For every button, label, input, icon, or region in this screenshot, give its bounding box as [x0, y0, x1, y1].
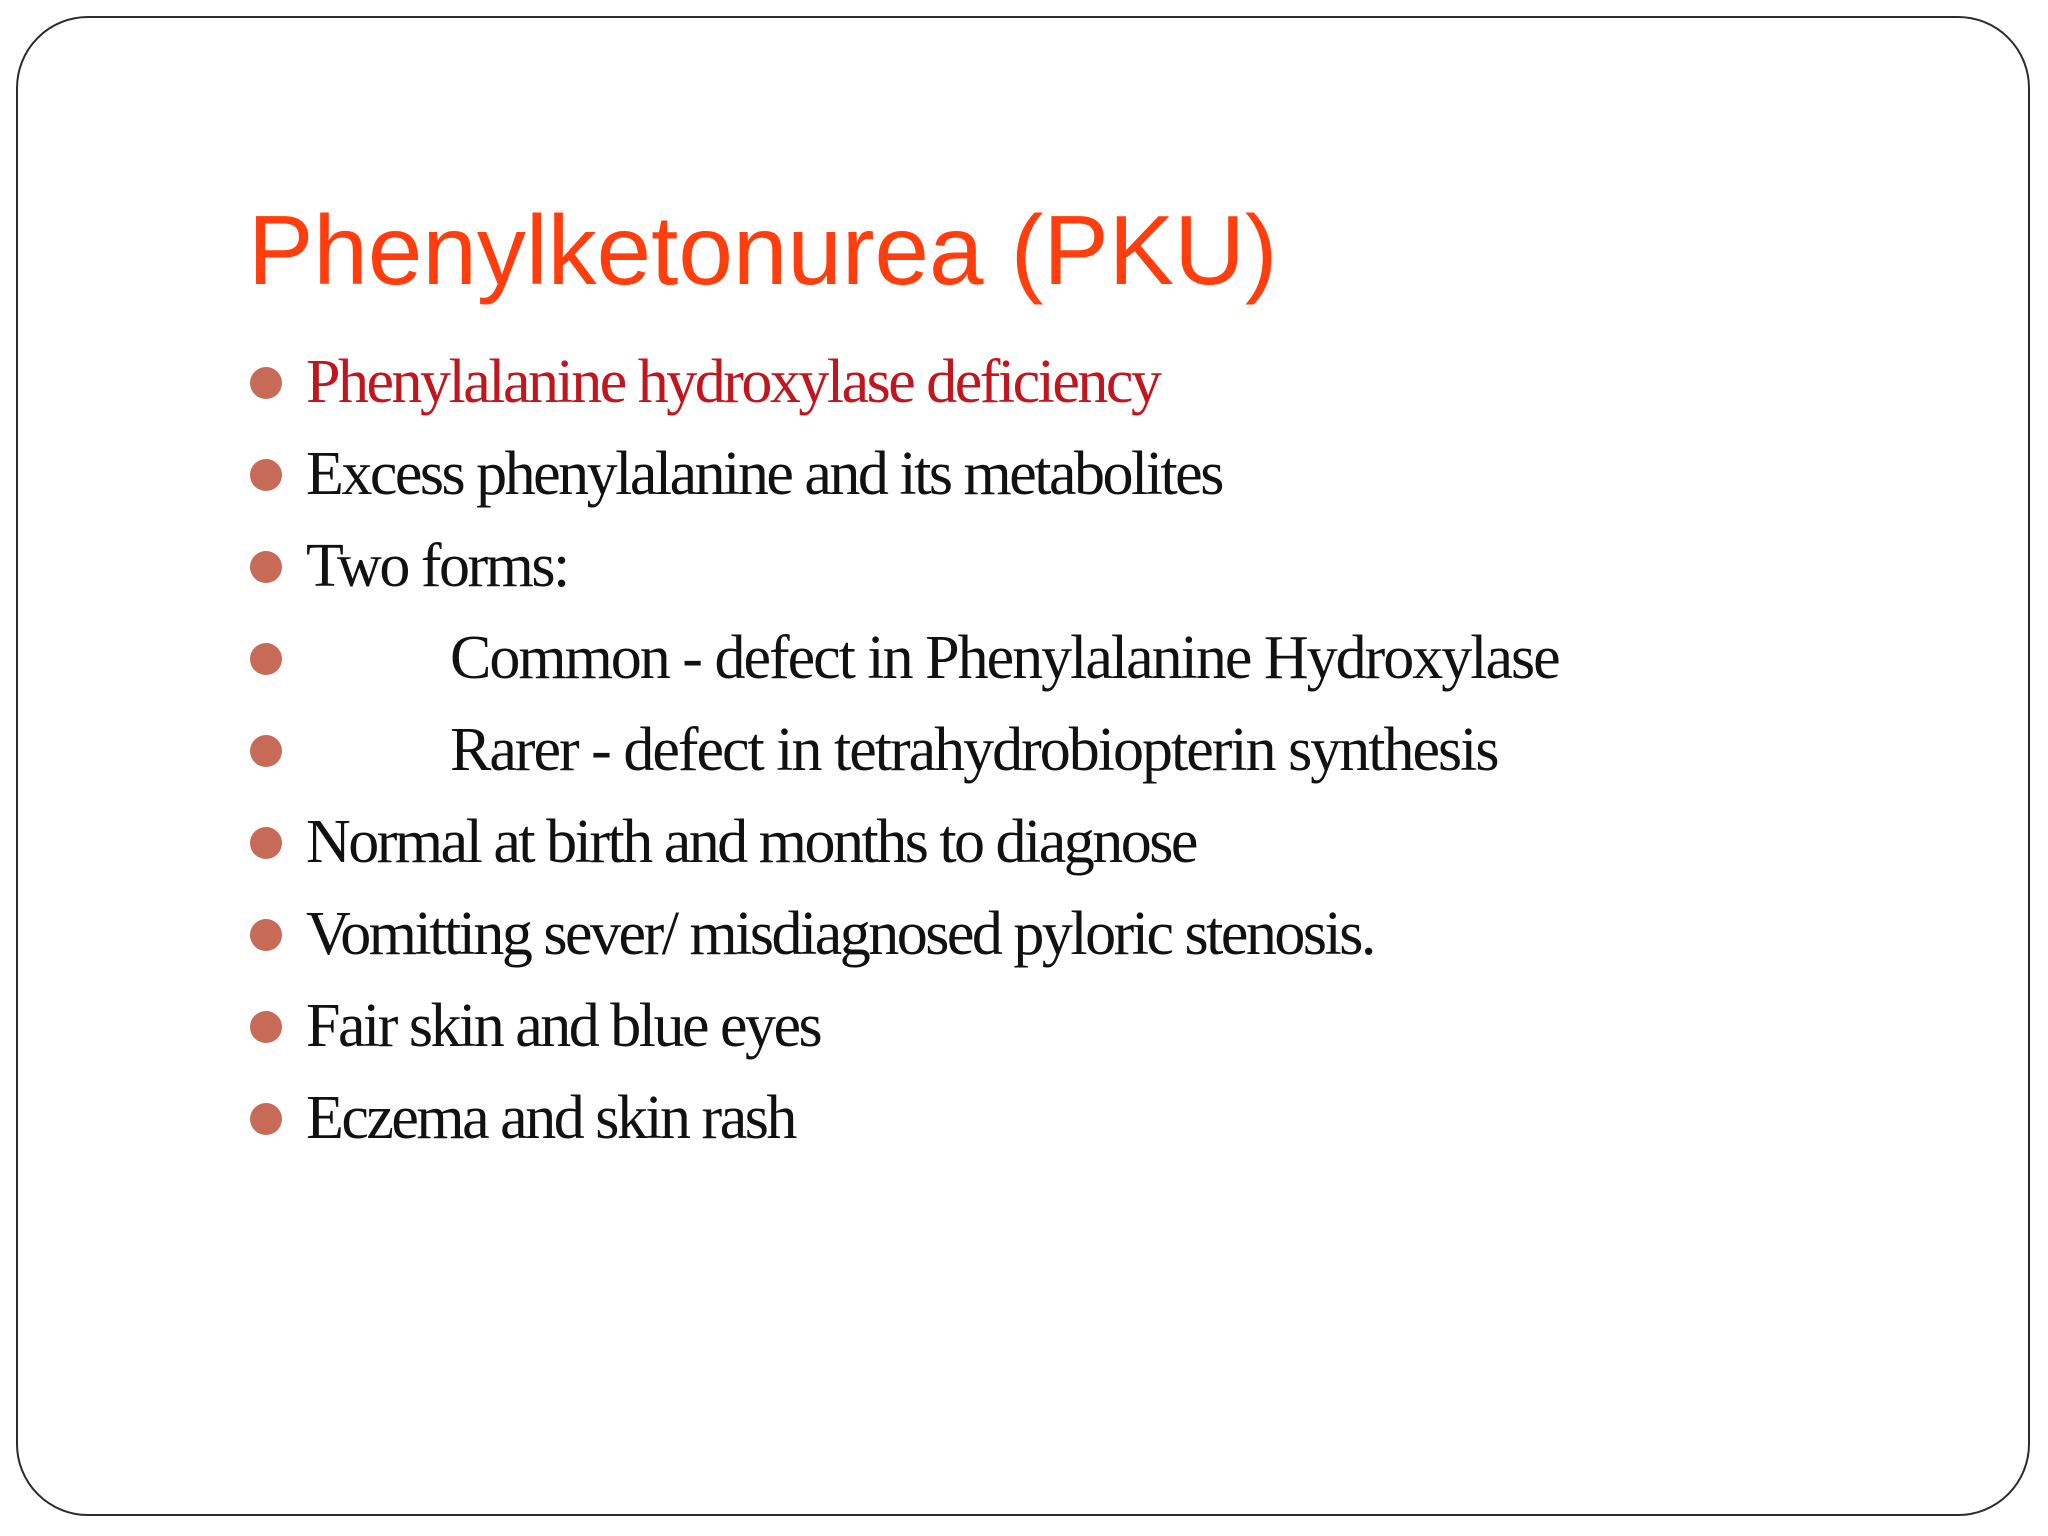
bullet-dot-icon: [250, 367, 282, 399]
bullet-text: Excess phenylalanine and its metabolites: [306, 440, 1222, 508]
slide-frame: [16, 16, 2030, 1516]
bullet-text: Two forms:: [306, 532, 568, 600]
bullet-dot-icon: [250, 643, 282, 675]
bullet-dot-icon: [250, 827, 282, 859]
bullet-text: Fair skin and blue eyes: [306, 992, 821, 1060]
bullet-dot-icon: [250, 551, 282, 583]
bullet-dot-icon: [250, 735, 282, 767]
slide-title: Phenylketonurea (PKU): [248, 195, 1278, 305]
bullet-text: Rarer - defect in tetrahydrobiopterin synthesis: [450, 716, 1498, 784]
bullet-text: Normal at birth and months to diagnose: [306, 808, 1196, 876]
bullet-text: Eczema and skin rash: [306, 1084, 795, 1152]
bullet-text: Vomitting sever/ misdiagnosed pyloric stenosis.: [306, 900, 1374, 968]
bullet-text: Common - defect in Phenylalanine Hydroxylase: [450, 624, 1559, 692]
bullet-dot-icon: [250, 1011, 282, 1043]
bullet-dot-icon: [250, 1103, 282, 1135]
bullet-dot-icon: [250, 459, 282, 491]
bullet-text: Phenylalanine hydroxylase deficiency: [306, 348, 1160, 416]
bullet-dot-icon: [250, 919, 282, 951]
